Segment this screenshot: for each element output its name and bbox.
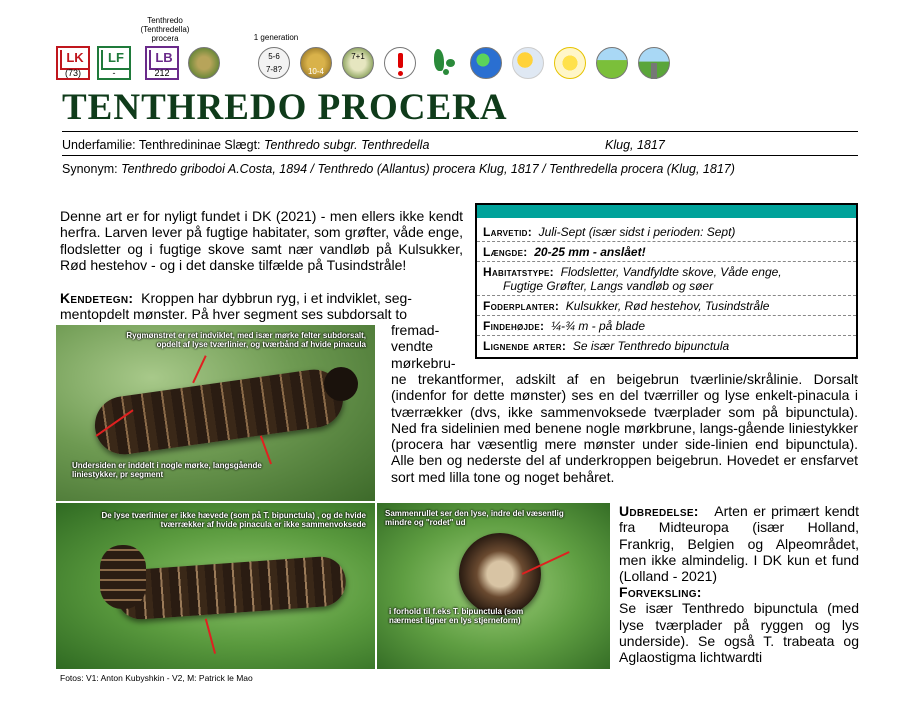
photo1-arrow-1 [193, 355, 207, 383]
photo3-caption-bottom: i forhold til f.eks T. bipunctula (som nærmest ligner en lys stjerneform) [389, 607, 524, 625]
meadow-icon[interactable] [596, 47, 628, 79]
udbredelse-text: Udbredelse: Arten er primært kendt fra Midteuropa (især Holland, Frankrig, Belgien og Alpeområdet, men ikke almindelig. I DK kun et fund (Lolland - 2021) [619, 503, 859, 585]
kendetegn-line2: mentopdelt mønster. På hver segment ses subdorsalt to [60, 306, 408, 322]
green-book-icon[interactable]: LF - [97, 46, 131, 80]
larva-head [324, 367, 358, 401]
larva-front-2 [100, 545, 146, 609]
month-wheel-icon[interactable]: 5-6 7-8? [258, 47, 290, 79]
kendetegn-col: fremad- vendte mørkebru- [391, 322, 456, 371]
larva-photo-dorsal [56, 325, 375, 501]
photo1-arrow-3 [260, 435, 272, 464]
foder-row: Foderplanter: Kulsukker, Rød hestehov, Tusindstråle [477, 296, 856, 316]
larva-photo-lateral [56, 503, 375, 669]
globe-icon[interactable] [470, 47, 502, 79]
larva-months-icon[interactable]: 10-4 [300, 47, 332, 79]
taxonomy-divider [62, 155, 858, 156]
forveksling-text: Forveksling: Se især Tenthredo bipunctula (med lyse tværplader på ryggen og lys underside). Se også T. trabeata og Aglaostigma lichtwardti [619, 584, 859, 666]
taxonomy-line: Underfamilie: Tenthredininae Slægt: Tenthredo subgr. Tenthredella Klug, 1817 [62, 138, 665, 152]
photo1-caption-bottom: Undersiden er inddelt i nogle mørke, langsgående liniestykker, pr segment [72, 461, 262, 479]
title-divider [62, 131, 858, 132]
photo1-caption-top: Rygmønstret er ret indviklet, med især mørke felter subdorsalt, opdelt af lyse tværlinier, og tværbånd af hvide pinacula [126, 331, 366, 349]
road-icon[interactable] [638, 47, 670, 79]
habitat-row: Habitatstype: Flodsletter, Vandfyldte skove, Våde enge, Fugtige Grøfter, Langs vandløb og søer [477, 262, 856, 296]
info-box-header [477, 205, 856, 218]
synonym-line: Synonym: Tenthredo gribodoi A.Costa, 1894 / Tenthredo (Allantus) procera Klug, 1817 / Tenthredella procera (Klug, 1817) [62, 162, 735, 176]
intro-text: Denne art er for nyligt fundet i DK (2021) - men ellers ikke kendt herfra. Larven lever på fugtige habitater, som grøfter, våde enge, flodsletter og i fugtige skove samt nær vandløb på Kulsukker, Rød hestehov - og i det danske tilfælde på Tusindstråle! [60, 208, 463, 273]
lignende-row: Lignende arter: Se især Tenthredo bipunctula [483, 339, 730, 353]
purple-book-icon[interactable]: LB 212 [145, 46, 179, 80]
photo-credits: Fotos: V1: Anton Kubyshkin - V2, M: Patrick le Mao [60, 673, 253, 683]
larva-photo-curled [377, 503, 610, 669]
page-title: TENTHREDO PROCERA [62, 87, 508, 128]
photo3-caption-top: Sammenrullet ser den lyse, indre del væsentlig mindre og "rodet" ud [385, 509, 564, 527]
denmark-map-icon[interactable] [428, 47, 460, 79]
findehoejde-row: Findehøjde: ¼-¾ m - på blade [477, 316, 856, 336]
larva-thumb-icon[interactable] [188, 47, 220, 79]
info-box [475, 203, 858, 359]
laengde-row: Længde: 20-25 mm - anslået! [477, 242, 856, 262]
larvetid-row: Larvetid: Juli-Sept (især sidst i perioden: Sept) [477, 222, 856, 242]
larva-body-2 [115, 555, 348, 621]
red-book-icon[interactable]: LK (73) [56, 46, 90, 80]
sun-cloud-icon[interactable] [512, 47, 544, 79]
curled-larva [459, 533, 541, 615]
species-small-label: Tenthredo (Tenthredella) procera [140, 16, 190, 43]
kendetegn-line: Kendetegn: Kroppen har dybbrun ryg, i et indviklet, seg- [60, 290, 412, 306]
pupa-months-icon[interactable]: 7+1 [342, 47, 374, 79]
author: Klug, 1817 [605, 138, 665, 152]
photo2-caption-top: De lyse tværlinier er ikke hævede (som på T. bipunctula) , og de hvide tværrækker af hvide pinacula er ikke sammenvoksede [101, 511, 366, 529]
warning-icon[interactable] [384, 47, 416, 79]
sun-icon[interactable] [554, 47, 586, 79]
photo2-arrow [205, 619, 216, 654]
generation-label: 1 generation [253, 33, 299, 42]
kendetegn-text: ne trekantformer, adskilt af en beigebrun tværlinie/skrålinie. Dorsalt (indenfor for dette mønster) ses en del tværriller og lyse enkelt-pinacula i tværrækker (dvs, ikke sammenvoksede tværplader som på bipunctula). Ned fra sidelinien med benene nogle mørkbrune, langs-gående liniestykker (procera har væsentlig mere mønster under side-linien end bipunctula). Alle ben og nederste del af underkroppen beigebrun. Hovedet er ensfarvet sort med lilla tone og noget behåret. [391, 371, 858, 485]
